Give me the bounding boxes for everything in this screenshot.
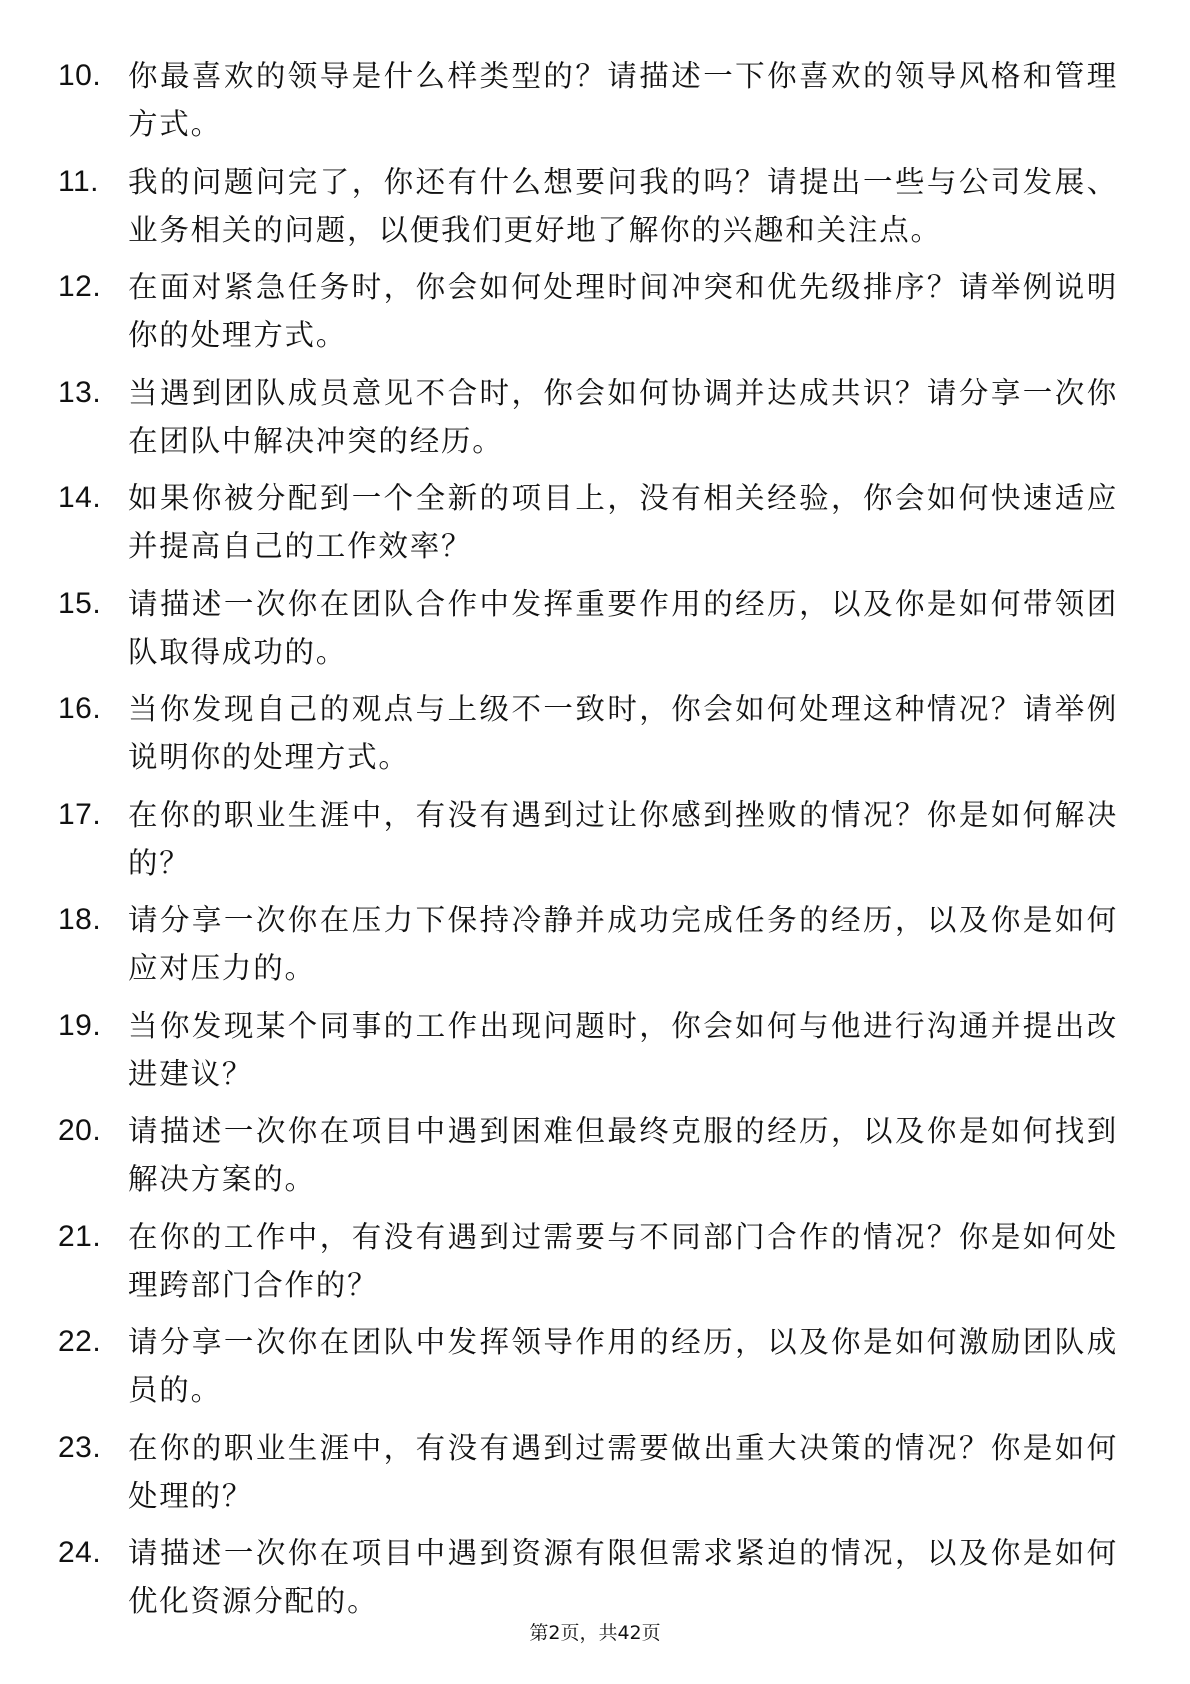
question-number: 21. <box>58 1219 102 1253</box>
list-item <box>58 1424 1118 1520</box>
question-text: 请分享一次你在压力下保持冷静并成功完成任务的经历，以及你是如何应对压力的。 <box>128 903 1118 985</box>
page-footer <box>0 1618 1190 1645</box>
question-text: 请描述一次你在团队合作中发挥重要作用的经历，以及你是如何带领团队取得成功的。 <box>128 586 1118 669</box>
question-text: 你最喜欢的领导是什么样类型的？请描述一下你喜欢的领导风格和管理方式。 <box>128 59 1118 141</box>
question-text: 在你的工作中，有没有遇到过需要与不同部门合作的情况？你是如何处理跨部门合作的？ <box>128 1219 1118 1302</box>
list-item <box>58 52 1118 148</box>
question-text: 请描述一次你在项目中遇到资源有限但需求紧迫的情况，以及你是如何优化资源分配的。 <box>128 1536 1118 1618</box>
list-item <box>58 791 1118 887</box>
question-number: 12. <box>58 270 102 303</box>
list-item <box>58 580 1118 676</box>
question-number: 14. <box>58 481 102 514</box>
question-number: 22. <box>58 1325 102 1358</box>
question-number: 16. <box>58 692 102 725</box>
list-item <box>58 158 1118 254</box>
list-item <box>58 1318 1118 1414</box>
question-number: 17. <box>58 797 102 831</box>
list-item <box>58 896 1118 992</box>
question-number: 15. <box>58 586 102 620</box>
question-number: 24. <box>58 1536 102 1569</box>
question-text: 在面对紧急任务时，你会如何处理时间冲突和优先级排序？请举例说明你的处理方式。 <box>128 270 1118 352</box>
page-number-label: 第2页，共42页 <box>529 1622 661 1644</box>
question-number: 19. <box>58 1008 102 1042</box>
list-item <box>58 1529 1118 1625</box>
question-number: 13. <box>58 375 102 409</box>
question-text: 我的问题问完了，你还有什么想要问我的吗？请提出一些与公司发展、业务相关的问题，以便我们更好地了解你的兴趣和关注点。 <box>128 164 1118 247</box>
list-item <box>58 685 1118 781</box>
question-text: 当遇到团队成员意见不合时，你会如何协调并达成共识？请分享一次你在团队中解决冲突的经历。 <box>128 375 1118 458</box>
question-number: 20. <box>58 1114 102 1147</box>
list-item <box>58 369 1118 465</box>
list-item <box>58 1107 1118 1203</box>
question-text: 当你发现某个同事的工作出现问题时，你会如何与他进行沟通并提出改进建议？ <box>128 1008 1118 1091</box>
question-list <box>58 52 1118 1635</box>
list-item <box>58 1002 1118 1098</box>
question-number: 11. <box>58 164 99 198</box>
question-number: 10. <box>58 59 102 92</box>
list-item <box>58 474 1118 570</box>
question-text: 请描述一次你在项目中遇到困难但最终克服的经历，以及你是如何找到解决方案的。 <box>128 1114 1118 1196</box>
list-item <box>58 263 1118 359</box>
question-text: 请分享一次你在团队中发挥领导作用的经历，以及你是如何激励团队成员的。 <box>128 1325 1118 1407</box>
question-text: 当你发现自己的观点与上级不一致时，你会如何处理这种情况？请举例说明你的处理方式。 <box>128 692 1118 774</box>
list-item <box>58 1213 1118 1309</box>
question-text: 在你的职业生涯中，有没有遇到过让你感到挫败的情况？你是如何解决的？ <box>128 797 1118 880</box>
question-text: 在你的职业生涯中，有没有遇到过需要做出重大决策的情况？你是如何处理的？ <box>128 1430 1118 1513</box>
question-number: 23. <box>58 1430 102 1464</box>
question-text: 如果你被分配到一个全新的项目上，没有相关经验，你会如何快速适应并提高自己的工作效率？ <box>128 481 1118 563</box>
question-number: 18. <box>58 903 102 936</box>
